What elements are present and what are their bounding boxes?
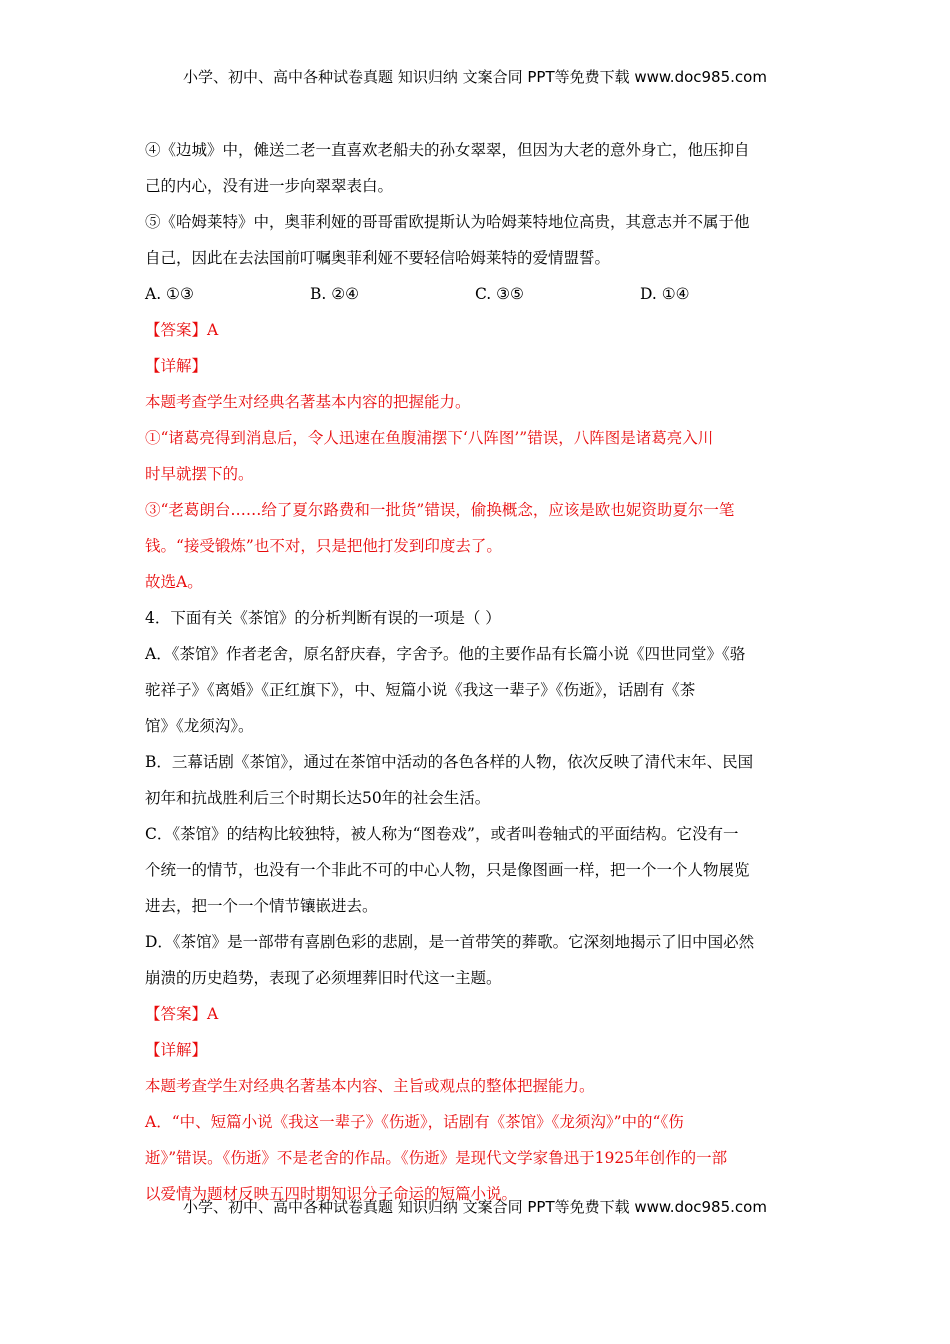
q4-detail-label: 【详解】 — [145, 1041, 208, 1059]
q4-option-a-line: 驼祥子》《离婚》《正红旗下》，中、短篇小说《我这一辈子》《伤逝》，话剧有《茶 — [145, 681, 696, 699]
q3-detail-line: 故选A。 — [145, 573, 203, 591]
q4-detail-line: 逝》”错误。《伤逝》不是老舍的作品。《伤逝》是现代文学家鲁迅于1925年创作的一部 — [145, 1149, 728, 1167]
q3-option-b: B. ②④ — [310, 285, 360, 303]
q4-detail-line: A．“中、短篇小说《我这一辈子》《伤逝》，话剧有《茶馆》《龙须沟》”中的“《伤 — [145, 1113, 684, 1131]
footer-banner: 小学、初中、高中各种试卷真题 知识归纳 文案合同 PPT等免费下载 www.doc985.com — [183, 1198, 767, 1216]
q3-item5-line1: ⑤《哈姆莱特》中，奥菲利娅的哥哥雷欧提斯认为哈姆莱特地位高贵，其意志并不属于他 — [145, 213, 750, 231]
q4-answer: 【答案】A — [145, 1005, 219, 1023]
page-content — [145, 132, 810, 1212]
q3-item4-line1: ④《边城》中，傩送二老一直喜欢老船夫的孙女翠翠，但因为大老的意外身亡，他压抑自 — [145, 141, 750, 159]
q4-option-a-line: 馆》《龙须沟》。 — [145, 717, 254, 735]
q3-item4-line2: 己的内心，没有进一步向翠翠表白。 — [145, 177, 394, 195]
q4-option-c-line: 个统一的情节，也没有一个非此不可的中心人物，只是像图画一样，把一个一个人物展览 — [145, 861, 750, 879]
header-banner: 小学、初中、高中各种试卷真题 知识归纳 文案合同 PPT等免费下载 www.doc985.com — [183, 68, 767, 86]
q3-detail-line: ③“老葛朗台……给了夏尔路费和一批货”错误，偷换概念，应该是欧也妮资助夏尔一笔 — [145, 501, 735, 519]
q3-detail-line: 本题考查学生对经典名著基本内容的把握能力。 — [145, 393, 471, 411]
q4-option-d-line: D．《茶馆》是一部带有喜剧色彩的悲剧，是一首带笑的葬歌。它深刻地揭示了旧中国必然 — [145, 933, 755, 951]
q4-option-a-line: A．《茶馆》作者老舍，原名舒庆春，字舍予。他的主要作品有长篇小说《四世同堂》《骆 — [145, 645, 746, 663]
q3-option-a: A. ①③ — [145, 285, 194, 303]
q3-detail-line: 钱。“接受锻炼”也不对，只是把他打发到印度去了。 — [145, 537, 502, 555]
q3-options — [145, 276, 810, 312]
q3-option-d: D. ①④ — [640, 285, 690, 303]
q4-detail-line: 以爱情为题材反映五四时期知识分子命运的短篇小说。 — [145, 1185, 518, 1203]
q4-option-b-line: B．三幕话剧《茶馆》，通过在茶馆中活动的各色各样的人物，依次反映了清代末年、民国 — [145, 753, 754, 771]
q4-option-c-line: C．《茶馆》的结构比较独特，被人称为“图卷戏”，或者叫卷轴式的平面结构。它没有一 — [145, 825, 739, 843]
q3-answer: 【答案】A — [145, 321, 219, 339]
q3-detail-line: ①“诸葛亮得到消息后，令人迅速在鱼腹浦摆下‘八阵图’”错误，八阵图是诸葛亮入川 — [145, 429, 714, 447]
q3-item5-line2: 自己，因此在去法国前叮嘱奥菲利娅不要轻信哈姆莱特的爱情盟誓。 — [145, 249, 611, 267]
q3-detail-label: 【详解】 — [145, 357, 208, 375]
q3-detail-line: 时早就摆下的。 — [145, 465, 254, 483]
q4-option-d-line: 崩溃的历史趋势，表现了必须埋葬旧时代这一主题。 — [145, 969, 502, 987]
q4-option-c-line: 进去，把一个一个情节镶嵌进去。 — [145, 897, 378, 915]
q4-stem: 4．下面有关《茶馆》的分析判断有误的一项是（ ） — [145, 609, 501, 627]
q4-option-b-line: 初年和抗战胜利后三个时期长达50年的社会生活。 — [145, 789, 491, 807]
q3-option-c: C. ③⑤ — [475, 285, 524, 303]
q4-detail-line: 本题考查学生对经典名著基本内容、主旨或观点的整体把握能力。 — [145, 1077, 595, 1095]
